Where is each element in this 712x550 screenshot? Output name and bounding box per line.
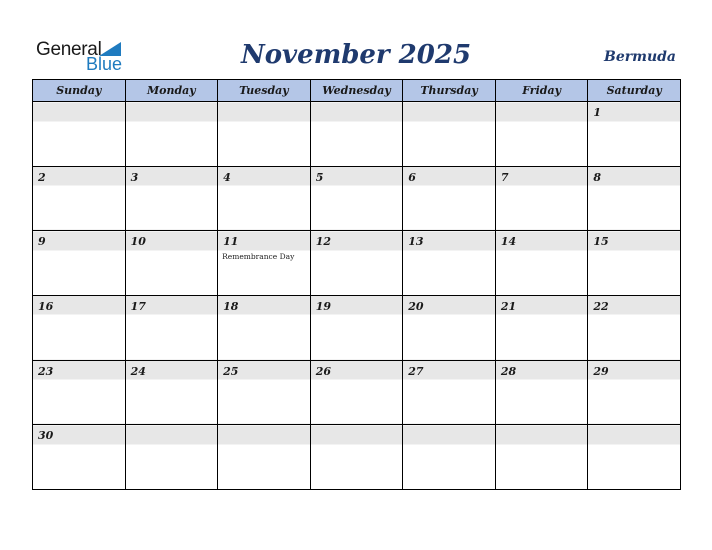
day-cell — [125, 425, 218, 490]
day-cell — [403, 295, 496, 360]
day-cell — [310, 231, 403, 296]
holiday-label: Remembrance Day — [222, 252, 295, 262]
day-number — [311, 425, 403, 444]
day-number: 25 — [223, 364, 239, 378]
weekday-header: Tuesday — [218, 80, 311, 102]
day-cell — [125, 360, 218, 425]
weekday-header: Thursday — [403, 80, 496, 102]
day-number — [218, 425, 310, 444]
day-cell — [310, 295, 403, 360]
weekday-header: Monday — [125, 80, 218, 102]
day-cell — [495, 102, 588, 167]
calendar-title: November 2025 — [240, 40, 472, 70]
day-cell — [588, 231, 681, 296]
day-number: 19 — [315, 299, 331, 313]
day-cell — [403, 360, 496, 425]
day-cell — [125, 231, 218, 296]
day-number: 23 — [38, 364, 54, 378]
day-cell — [33, 231, 126, 296]
week-row — [33, 425, 681, 490]
day-cell — [495, 231, 588, 296]
day-number: 5 — [315, 170, 324, 184]
region-label: Bermuda — [604, 49, 676, 65]
day-number — [126, 425, 218, 444]
day-number: 8 — [593, 170, 602, 184]
day-cell — [33, 102, 126, 167]
weekday-header: Sunday — [33, 80, 126, 102]
day-cell — [310, 166, 403, 231]
day-number — [403, 102, 495, 121]
day-cell — [495, 295, 588, 360]
day-number — [403, 425, 495, 444]
day-cell — [33, 166, 126, 231]
day-number — [33, 102, 125, 121]
day-number — [588, 425, 680, 444]
weekday-header: Friday — [495, 80, 588, 102]
calendar-grid — [32, 79, 681, 490]
day-cell — [33, 425, 126, 490]
week-row — [33, 295, 681, 360]
day-cell — [125, 166, 218, 231]
weekday-header: Wednesday — [310, 80, 403, 102]
day-number — [496, 102, 588, 121]
day-number: 15 — [593, 235, 609, 249]
day-number: 16 — [38, 299, 54, 313]
day-cell — [588, 166, 681, 231]
day-number: 13 — [408, 235, 424, 249]
day-number: 29 — [593, 364, 609, 378]
week-row — [33, 360, 681, 425]
generalblue-logo — [36, 40, 136, 74]
day-cell — [218, 425, 311, 490]
day-number: 2 — [38, 170, 46, 184]
day-cell — [33, 360, 126, 425]
day-cell — [218, 360, 311, 425]
day-number: 17 — [130, 299, 146, 313]
day-cell — [588, 295, 681, 360]
day-number — [126, 102, 218, 121]
day-number: 30 — [38, 429, 54, 443]
day-cell — [495, 425, 588, 490]
day-number: 18 — [223, 299, 239, 313]
day-cell — [218, 295, 311, 360]
day-number: 27 — [408, 364, 424, 378]
day-number: 22 — [593, 299, 609, 313]
day-number: 1 — [593, 106, 602, 119]
day-cell — [125, 102, 218, 167]
day-cell — [588, 360, 681, 425]
day-number: 12 — [315, 235, 331, 249]
day-cell — [33, 295, 126, 360]
day-number: 28 — [500, 364, 517, 378]
day-cell — [588, 425, 681, 490]
week-row — [33, 231, 681, 296]
day-cell — [218, 231, 311, 296]
day-cell — [403, 102, 496, 167]
day-cell — [588, 102, 681, 167]
day-cell — [310, 425, 403, 490]
day-number — [311, 102, 403, 121]
day-number: 11 — [223, 235, 239, 249]
day-cell — [218, 166, 311, 231]
day-number: 20 — [408, 299, 424, 313]
day-number: 6 — [408, 170, 416, 184]
weekday-header: Saturday — [588, 80, 681, 102]
week-row — [33, 102, 681, 167]
weekday-header-row — [33, 80, 681, 102]
day-cell — [125, 295, 218, 360]
day-cell — [310, 360, 403, 425]
week-row — [33, 166, 681, 231]
day-cell — [218, 102, 311, 167]
logo-general-text: General — [36, 39, 102, 60]
day-number: 24 — [130, 364, 146, 378]
logo-blue-text: Blue — [86, 54, 123, 74]
day-number: 3 — [130, 170, 139, 184]
day-number: 21 — [500, 299, 517, 313]
day-number: 9 — [38, 235, 46, 249]
day-cell — [403, 425, 496, 490]
day-cell — [310, 102, 403, 167]
day-cell — [495, 166, 588, 231]
day-number: 14 — [500, 235, 517, 249]
day-number: 4 — [223, 170, 231, 184]
day-number: 26 — [315, 364, 331, 378]
day-number — [218, 102, 310, 121]
day-number — [496, 425, 588, 444]
day-number: 10 — [130, 235, 146, 249]
day-cell — [403, 231, 496, 296]
day-cell — [495, 360, 588, 425]
day-cell — [403, 166, 496, 231]
day-number: 7 — [500, 170, 509, 184]
